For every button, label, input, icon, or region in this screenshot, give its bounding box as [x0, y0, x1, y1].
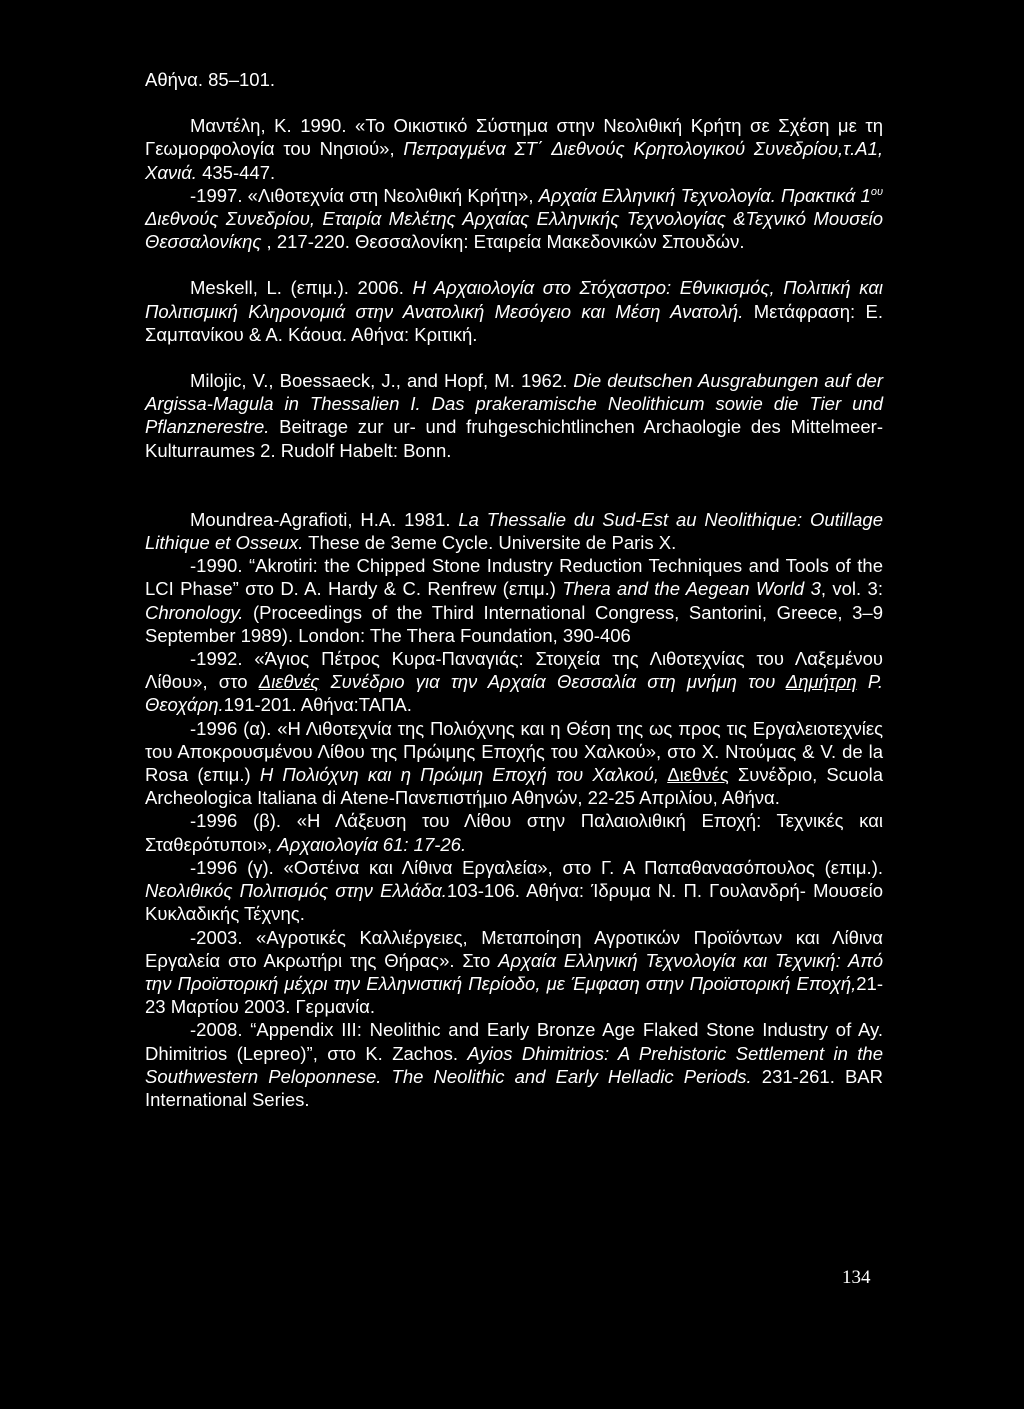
reference-text-segment: Δημήτρη	[785, 671, 857, 693]
reference-entry-moundrea-1990	[145, 554, 883, 647]
reference-text-segment: Μαντέλη, Κ. 1990. «Το Οικιστικό Σύστημα στην Νεολιθική Κρήτη σε Σχέση με τη Γεωμορφολογία του Νησιού»,	[145, 115, 883, 160]
reference-text-segment: -1996 (α). «Η Λιθοτεχνία της Πολιόχνης και η Θέση της ως προς τις Εργαλειοτεχνίες του Αποκρουσμένου Λίθου της Πρώιμης Εποχής του Χαλκού», στο Χ. Ντούμας & V. de la Rosa (επιμ.)	[145, 717, 883, 786]
reference-text-segment: La Thessalie du Sud-Est au Neolithique: Outillage Lithique et Osseux.	[145, 508, 883, 554]
reference-text-segment: -1992. «Άγιος Πέτρος Κυρα-Παναγιάς: Στοιχεία της Λιθοτεχνίας του Λαξεμένου Λίθου», στο	[145, 648, 883, 693]
reference-text-segment: Milojic, V., Boessaeck, J., and Hopf, M. 1962.	[190, 370, 574, 392]
reference-text-segment: Νεολιθικός Πολιτισμός στην Ελλάδα.	[145, 880, 447, 902]
reference-entry-mantele-1990	[145, 114, 883, 184]
reference-text-segment: 21-23 Μαρτίου 2003. Γερμανία.	[145, 972, 883, 1018]
reference-entry-moundrea-2003	[145, 926, 883, 1019]
reference-text-segment: Ρ. Θεοχάρη.	[145, 671, 883, 716]
reference-text-segment: -2003. «Αγροτικές Καλλιέργειες, Μεταποίηση Αγροτικών Προϊόντων και Λίθινα Εργαλεία στο Ακρωτήρι της Θήρας». Στο	[145, 926, 883, 971]
reference-text-segment: ου	[870, 185, 884, 198]
reference-text-segment: 231-261. BAR International Series.	[145, 1065, 883, 1110]
reference-text-segment: Διεθνούς Συνεδρίου, Εταιρία Μελέτης Αρχαίας Ελληνικής Τεχνολογίας &Τεχνικό Μουσείο Θεσσαλονίκης	[145, 208, 883, 253]
reference-text-segment: Αρχαία Ελληνική Τεχνολογία. Πρακτικά 1	[538, 184, 871, 206]
reference-text-segment: Die deutschen Ausgrabungen auf der Argissa-Magula in Thessalien I. Das prakeramische Neolithicum sowie die Tier und Pflanznerestre.	[145, 370, 883, 438]
reference-text-segment: 191-201. Αθήνα:ΤΑΠΑ.	[223, 694, 412, 716]
reference-entry-moundrea-1996b	[145, 809, 883, 855]
reference-text-segment: Αρχαία Ελληνική Τεχνολογία και Τεχνική: Από την Προϊστορική μέχρι την Ελληνιστική Περίοδο, με Έμφαση στην Προϊστορική Εποχή,	[145, 949, 883, 994]
reference-text-segment: -1996 (β). «Η Λάξευση του Λίθου στην Παλαιολιθική Εποχή: Τεχνικές και Σταθερότυποι»,	[145, 810, 883, 855]
reference-text-segment: Ayios Dhimitrios: A Prehistoric Settlement in the Southwestern Peloponnese. The Neolithic and Early Helladic Periods.	[145, 1042, 883, 1087]
reference-text-segment: (Proceedings of the Third International Congress, Santorini, Greece, 3–9 September 1989). London: The Thera Foundation, 390-406	[145, 601, 883, 646]
reference-text-segment: Moundrea-Agrafioti, H.A. 1981.	[190, 508, 459, 530]
reference-text-segment	[659, 764, 667, 785]
reference-entry-mantele-1997	[145, 184, 883, 254]
reference-entry-moundrea-1996c	[145, 856, 883, 926]
reference-text-segment: Chronology.	[145, 601, 244, 623]
reference-entry-moundrea-1996a	[145, 717, 883, 810]
reference-text-segment: Διεθνές	[258, 671, 320, 693]
reference-text-segment: Διεθνές	[667, 764, 729, 786]
reference-text-segment: 103-106. Αθήνα: Ίδρυμα Ν. Π. Γουλανδρή- Μουσείο Κυκλαδικής Τέχνης.	[145, 880, 883, 925]
reference-entry-moundrea-1981	[145, 508, 883, 554]
reference-text-segment: -1997. «Λιθοτεχνία στη Νεολιθική Κρήτη»,	[190, 184, 539, 206]
page-number: 134	[842, 1267, 871, 1288]
reference-text-segment: Συνέδριο για την Αρχαία Θεσσαλία στη μνήμη του	[319, 671, 786, 693]
reference-text-segment: Η Αρχαιολογία στο Στόχαστρο: Εθνικισμός, Πολιτική και Πολιτισμική Κληρονομιά στην Ανατολική Μεσόγειο και Μέση Ανατολή.	[145, 277, 883, 322]
reference-text-segment: Meskell, L. (επιμ.). 2006.	[190, 277, 413, 299]
reference-entry-milojic-1962	[145, 369, 883, 462]
reference-text-segment: -1990. “Akrotiri: the Chipped Stone Industry Reduction Techniques and Tools of the LCI Phase” στο D. A. Hardy & C. Renfrew (επιμ.)	[145, 555, 883, 600]
reference-text-segment: , vol. 3:	[820, 578, 883, 600]
reference-entry-meskell-2006	[145, 276, 883, 346]
reference-entry-moundrea-2008	[145, 1018, 883, 1111]
reference-text-segment: Thera and the Aegean World 3	[562, 578, 821, 600]
reference-text-segment: 435-447.	[196, 161, 276, 183]
reference-text-segment: Beitrage zur ur- und fruhgeschichtlinchen Archaologie des Mittelmeer-Kulturraumes 2. Rudolf Habelt: Bonn.	[145, 416, 883, 461]
reference-text-segment: -1996 (γ). «Οστέινα και Λίθινα Εργαλεία», στο Γ. Α Παπαθανασόπουλος (επιμ.).	[190, 856, 883, 878]
reference-text-segment: Πεπραγμένα ΣΤ΄ Διεθνούς Κρητολογικού Συνεδρίου,τ.Α1, Χανιά.	[145, 138, 883, 183]
reference-text-segment: Αθήνα. 85–101.	[145, 69, 276, 90]
reference-text-segment: Συνέδριο, Scuola Archeologica Italiana di Atene-Πανεπιστήμιο Αθηνών, 22-25 Απριλίου, Αθήνα.	[145, 764, 884, 809]
reference-text-segment: These de 3eme Cycle. Universite de Paris X.	[303, 532, 677, 554]
reference-text-segment: -2008. “Appendix III: Neolithic and Early Bronze Age Flaked Stone Industry of Ay. Dhimitrios (Lepreo)”, στο K. Zachos.	[145, 1019, 883, 1064]
reference-text-segment: Η Πολιόχνη και η Πρώιμη Εποχή του Χαλκού,	[259, 764, 660, 786]
reference-entry-moundrea-1992	[145, 647, 883, 717]
reference-text-segment: , 217-220. Θεσσαλονίκη: Εταιρεία Μακεδονικών Σπουδών.	[261, 231, 745, 253]
reference-text-segment: Μετάφραση: Ε. Σαμπανίκου & Α. Κάουα. Αθήνα: Κριτική.	[145, 300, 883, 345]
reference-entry-athina	[145, 68, 883, 91]
reference-text-segment: Αρχαιολογία 61: 17-26.	[277, 833, 467, 855]
reference-list	[145, 68, 883, 1111]
